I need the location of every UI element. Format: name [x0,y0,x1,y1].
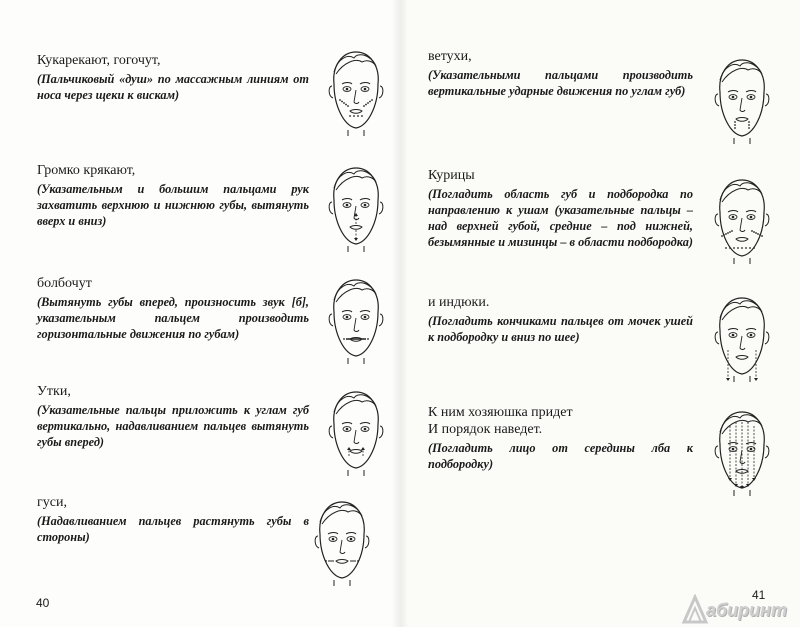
face-forehead-lines-icon [706,404,778,496]
entry-left-1 [37,52,309,103]
face-cheeks-dots-icon [320,44,392,136]
instruction-text: (Погладить область губ и подбородка по направлению к ушам (указательные пальцы – над верхней губой, средние – под нижней, безымянные и мизинцы – в области подбородка) [428,187,693,249]
face-illustration [706,52,778,144]
instruction-text: (Надавливанием пальцев растянуть губы в стороны) [37,514,309,544]
face-lips-horizontal-icon [320,272,392,364]
instruction-text: (Погладить кончиками пальцев от мочек ушей к подбородку и вниз по шее) [428,314,693,344]
verse-text: болбочут [37,276,92,291]
face-illustration [706,172,778,264]
verse-text: Курицы [428,168,475,183]
face-lip-corners-icon [320,384,392,476]
instruction-text: (Погладить лицо от середины лба к подбородку) [428,441,693,471]
verse-text: Утки, [37,384,71,399]
entry-left-2 [37,162,309,229]
entry-right-3 [428,294,693,345]
instruction-text: (Указательные пальцы приложить к углам губ вертикально, надавливанием пальцев вытянуть губы вперед) [37,403,309,449]
verse-text: и индюки. [428,295,490,310]
face-illustration [306,494,378,586]
labirint-watermark [680,594,795,624]
verse-text: Кукарекают, гогочут, [37,53,161,68]
instruction-text: (Указательными пальцами производить вертикальные ударные движения по углам губ) [428,68,693,98]
entry-left-3 [37,275,309,342]
face-illustration [320,160,392,252]
face-jaw-neck-icon [706,290,778,382]
face-chin-to-ears-icon [706,172,778,264]
instruction-text: (Указательным и большим пальцами рук захватить верхнюю и нижнюю губы, вытянуть вверх и вниз) [37,182,309,228]
face-lips-vertical-arrows-icon [320,160,392,252]
face-illustration [320,44,392,136]
face-lips-stretch-icon [306,494,378,586]
watermark-text: абиринт [706,600,788,620]
entry-left-5 [37,494,309,545]
face-illustration [706,404,778,496]
entry-right-4 [428,404,693,472]
verse-text: ветухи, [428,49,472,64]
face-illustration [706,290,778,382]
face-illustration [320,272,392,364]
entry-right-2 [428,167,693,250]
book-gutter [392,0,408,627]
page-number-right: 41 [752,588,766,602]
face-illustration [320,384,392,476]
verse-text: Громко крякают, [37,163,136,178]
instruction-text: (Пальчиковый «душ» по массажным линиям от носа через щеки к вискам) [37,72,309,102]
verse-text: гуси, [37,495,67,510]
instruction-text: (Вытянуть губы вперед, произносить звук [б], указательным пальцем производить горизонтальные движения по губам) [37,295,309,341]
entry-left-4 [37,383,309,450]
verse-text: К ним хозяюшка придет И порядок наведет. [428,405,573,437]
entry-right-1 [428,48,693,99]
page-number-left: 40 [36,596,50,610]
face-lip-corners-taps-icon [706,52,778,144]
